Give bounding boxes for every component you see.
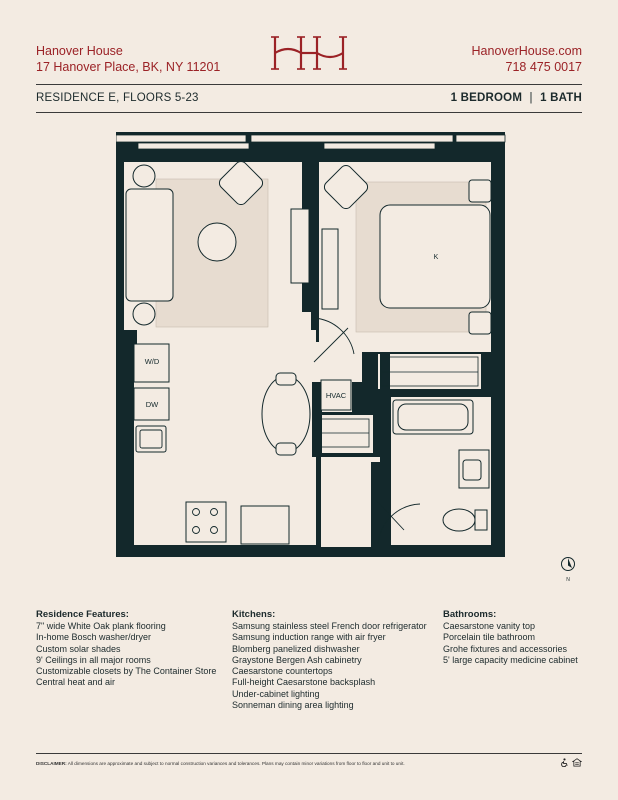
- website-link[interactable]: HanoverHouse.com: [471, 44, 582, 58]
- residence-features-title: Residence Features:: [36, 609, 129, 620]
- kitchen-features-title: Kitchens:: [232, 609, 276, 620]
- address: 17 Hanover Place, BK, NY 11201: [36, 60, 221, 74]
- bathroom-features-title: Bathrooms:: [443, 609, 497, 620]
- list-item: Porcelain tile bathroom: [443, 632, 536, 643]
- disclaimer: [36, 761, 536, 766]
- list-item: Under-cabinet lighting: [232, 688, 320, 699]
- compass-icon: [560, 556, 576, 572]
- bath-count: 1 BATH: [540, 92, 582, 104]
- list-item: Grohe fixtures and accessories: [443, 643, 568, 654]
- list-item: Central heat and air: [36, 677, 116, 688]
- list-item: Sonneman dining area lighting: [232, 700, 354, 711]
- list-item: Custom solar shades: [36, 643, 121, 654]
- footer-divider: [36, 753, 582, 754]
- top-divider: [36, 84, 582, 85]
- phone-number: 718 475 0017: [505, 60, 582, 74]
- list-item: Blomberg panelized dishwasher: [232, 643, 360, 654]
- bathroom-features: [443, 609, 588, 666]
- equal-housing-icon: [572, 758, 582, 767]
- disclaimer-label: DISCLAIMER:: [36, 761, 67, 766]
- dw-label: DW: [145, 400, 159, 409]
- brand-name: Hanover House: [36, 44, 123, 58]
- floor-plan: [116, 132, 506, 558]
- bed-label: K: [433, 254, 439, 261]
- list-item: Caesarstone countertops: [232, 666, 333, 677]
- summary-separator: |: [529, 92, 533, 104]
- compass-label: N: [566, 577, 570, 583]
- list-item: Graystone Bergen Ash cabinetry: [232, 654, 362, 665]
- hvac-label: HVAC: [325, 391, 347, 400]
- list-item: 5' large capacity medicine cabinet: [443, 654, 578, 665]
- sub-divider: [36, 112, 582, 113]
- disclaimer-text: All dimensions are approximate and subject to normal construction variances and tolerances. Plans may contain minor variations from floor to floor and unit to unit.: [67, 761, 405, 766]
- list-item: 7" wide White Oak plank flooring: [36, 621, 166, 631]
- residence-features: [36, 609, 226, 689]
- list-item: In-home Bosch washer/dryer: [36, 632, 152, 643]
- unit-summary: [451, 92, 582, 104]
- wd-label: W/D: [144, 357, 160, 366]
- hh-logo: [270, 35, 348, 71]
- list-item: Caesarstone vanity top: [443, 621, 536, 631]
- bedroom-count: 1 BEDROOM: [450, 92, 523, 104]
- list-item: Samsung stainless steel French door refrigerator: [232, 621, 427, 631]
- accessibility-icon: [560, 758, 569, 767]
- list-item: Full-height Caesarstone backsplash: [232, 677, 376, 688]
- list-item: 9' Ceilings in all major rooms: [36, 654, 151, 665]
- list-item: Customizable closets by The Container Store: [36, 666, 217, 677]
- north-compass: [560, 556, 576, 582]
- compliance-icons: [560, 758, 582, 767]
- kitchen-features: [232, 609, 437, 711]
- list-item: Samsung induction range with air fryer: [232, 632, 386, 643]
- residence-title: RESIDENCE E, FLOORS 5-23: [36, 92, 199, 104]
